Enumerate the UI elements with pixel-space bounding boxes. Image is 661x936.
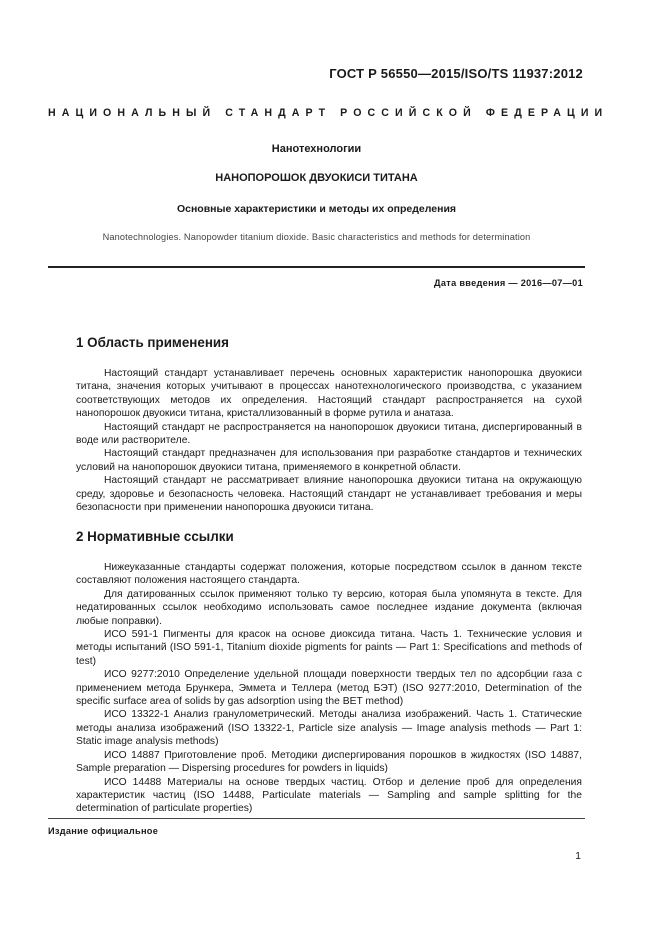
footer-divider: [48, 818, 585, 819]
reference-item: ИСО 9277:2010 Определение удельной площади поверхности твердых тел по адсорбции газа с применением метода Брункера, Эммета и Теллера (метод БЭТ) (ISO 9277:2010, Determination of the specific surface area of solids by gas adsorption using the BET method): [76, 669, 582, 708]
reference-item: ИСО 13322-1 Анализ гранулометрический. Методы анализа изображений. Часть 1. Статические методы анализа изображений (ISO 13322-1, Particle size analysis — Image analysis methods — Part 1: Static image analysis methods): [76, 709, 582, 748]
title-main: НАНОПОРОШОК ДВУОКИСИ ТИТАНА: [215, 172, 418, 184]
paragraph: Настоящий стандарт предназначен для использования при разработке стандартов и технических условий на нанопорошок двуокиси титана, применяемого в конкретной области.: [76, 448, 582, 473]
paragraph: Настоящий стандарт устанавливает перечень основных характеристик нанопорошка двуокиси титана, значения которых учитывают в процессах нанотехнологического производства, с указанием соответствующих методов их определения. Настоящий стандарт распространяется на сухой нанопорошок двуокиси титана, кристаллизованный в форме рутила и анатаза.: [76, 368, 582, 420]
section-body-scope: [76, 367, 582, 514]
standard-code: ГОСТ Р 56550—2015/ISO/TS 11937:2012: [329, 66, 583, 81]
page-number: 1: [575, 851, 581, 862]
title-divider: [48, 266, 585, 268]
paragraph: Настоящий стандарт не рассматривает влияние нанопорошка двуокиси титана на окружающую среду, здоровье и безопасность человека. Настоящий стандарт не устанавливает требования и меры безопасности при применении нанопорошка двуокиси титана.: [76, 475, 582, 514]
title-english: Nanotechnologies. Nanopowder titanium dioxide. Basic characteristics and methods for determination: [102, 232, 531, 242]
title-subtitle: Основные характеристики и методы их определения: [176, 203, 457, 215]
section-heading-scope: 1 Область применения: [76, 335, 229, 350]
section-body-normative-references: [76, 561, 582, 816]
section-heading-normative-references: 2 Нормативные ссылки: [76, 529, 234, 544]
edition-note: Издание официальное: [48, 826, 159, 836]
national-standard-banner: НАЦИОНАЛЬНЫЙ СТАНДАРТ РОССИЙСКОЙ ФЕДЕРАЦИИ: [48, 107, 609, 119]
reference-item: ИСО 591-1 Пигменты для красок на основе диоксида титана. Часть 1. Технические условия и методы испытаний (ISO 591-1, Titanium dioxide pigments for paints — Part 1: Specifications and methods of test): [76, 629, 582, 667]
intro-date: Дата введения — 2016—07—01: [434, 278, 583, 288]
paragraph: Настоящий стандарт не распространяется на нанопорошок двуокиси титана, диспергированный в воде или растворителе.: [76, 421, 582, 447]
reference-item: ИСО 14488 Материалы на основе твердых частиц. Отбор и деление проб для определения характеристик частиц (ISO 14488, Particulate materials — Sampling and sample splitting for the determination of particulate properties): [76, 776, 582, 815]
title-category: Нанотехнологии: [271, 143, 362, 155]
paragraph: Для датированных ссылок применяют только ту версию, которая была упомянута в тексте. Для недатированных ссылок необходимо использовать самое последнее издание документа (включая любые поправки).: [76, 588, 582, 627]
paragraph: Нижеуказанные стандарты содержат положения, которые посредством ссылок в данном тексте составляют положения настоящего стандарта.: [76, 562, 582, 587]
reference-item: ИСО 14887 Приготовление проб. Методики диспергирования порошков в жидкостях (ISO 14887, Sample preparation — Dispersing procedures for powders in liquids): [76, 749, 582, 775]
